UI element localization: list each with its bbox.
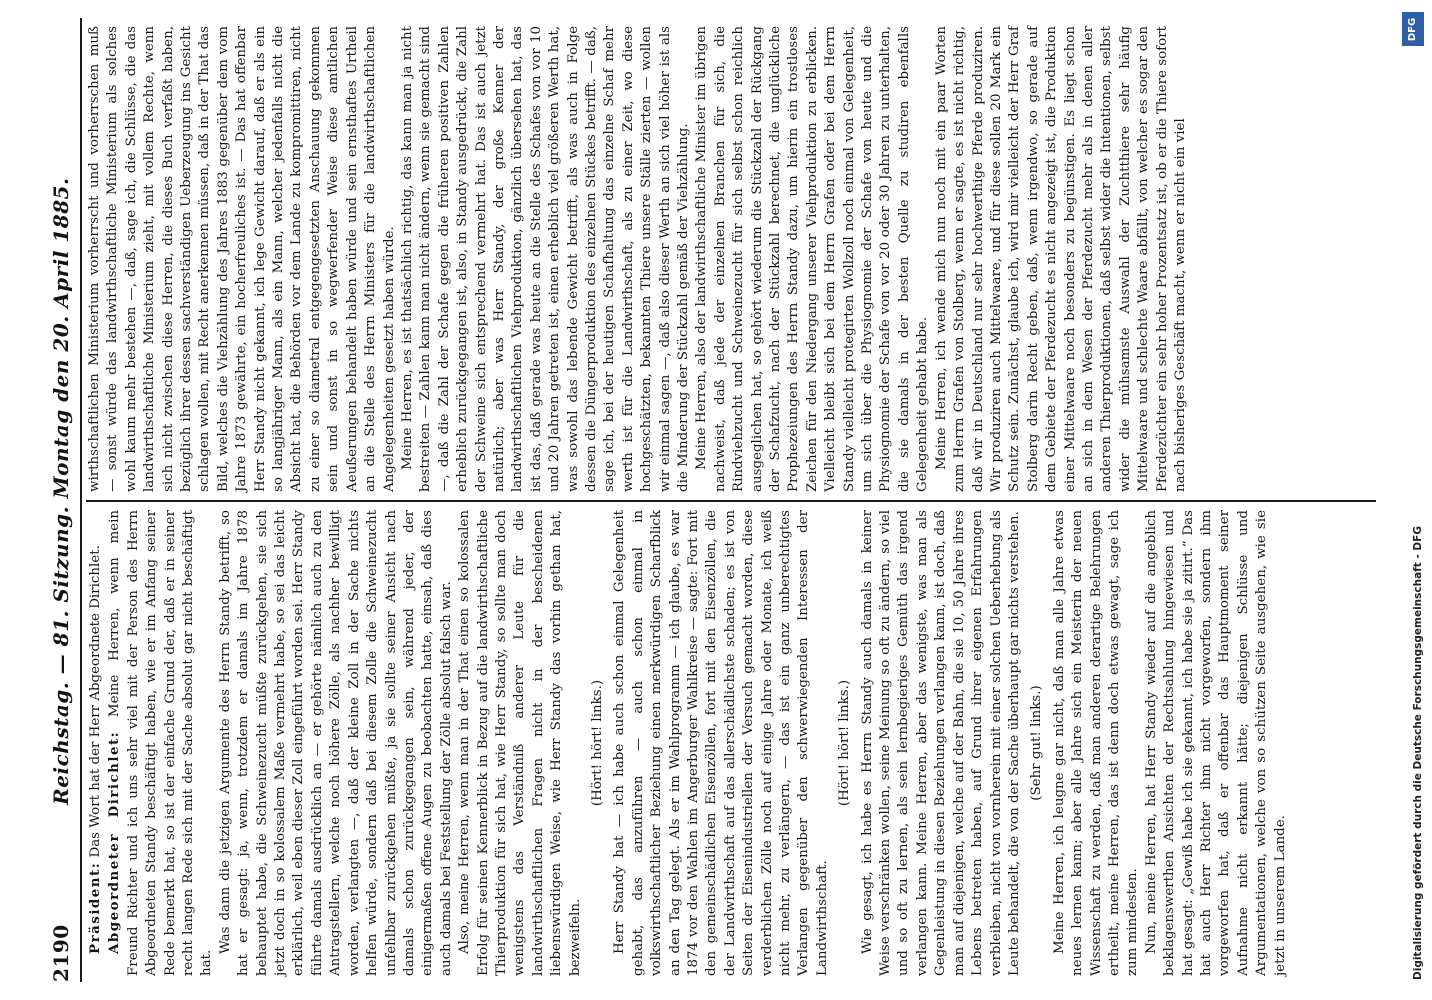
- interjection: (Sehr gut! links.): [1029, 685, 1045, 801]
- paragraph-text: Das Wort hat der Herr Abgeordnete Dirichlet.: [88, 545, 103, 858]
- paragraph: Was dann die jetzigen Argumente des Herrn Standy betrifft, so hat er gesagt: ja, wenn, trotzdem er damals im Jahre 1878 behauptet habe, die Schweinezucht müßte zurückgehen, sie sich jetzt doch in so kolossalem Maße vermehrt habe, so sei das leicht erklärlich, weil eben dieser Zoll eingeführt worden sei. Herr Standy führte damals ausdrücklich an — er gehörte nämlich auch zu den Antragstellern, welche noch höhere Zölle, als nachher bewilligt worden, verlangten —, daß der kleine Zoll in der Sache nichts helfen würde, sondern daß bei diesem Zolle die Schweinezucht unfehlbar zurückgehen müßte, ja sie sollte seiner Ansicht nach damals schon zurückgegangen sein, während jeder, der einigermaßen offene Augen zu beobachten hatte, einsah, daß dies auch damals bei Feststellung der Zölle absolut falsch war.: [217, 510, 454, 976]
- page-header: [46, 18, 76, 982]
- paragraph: Meine Herren, ich leugne gar nicht, daß man alle Jahre etwas neues lernen kann; aber alle Jahre sich ein Meisterin der neuen Wissenschaft zu werden, daß man anderen derartige Belehrungen ertheilt, meine Herren, das ist denn doch etwas gewagt, sage ich zum mindesten.: [1051, 510, 1141, 976]
- header-rule: [80, 18, 82, 982]
- paragraph: Nun, meine Herren, hat Herr Standy wieder auf die angeblich beklagenswerthen Ansichten der Rechtsahlung hingewiesen und hat gesagt: „Gewiß habe ich sie gekannt, ich habe sie ja zitirt.“ Das hat auch Herr Richter ihm nicht vorgeworfen, sondern ihm vorgeworfen hat, daß er offenbar das Hauptmoment seiner Aufnahme nicht erkannt hätte; diejenigen Schlüsse und Argumentationen, welche von so schützen Seite ausgehen, wie sie jetzt in unserem Lande.: [1143, 510, 1288, 976]
- text-columns: [86, 18, 1376, 982]
- interjection: (Hört! hört! links.): [837, 679, 853, 807]
- right-column: [86, 20, 1376, 498]
- digitization-credit: [1386, 10, 1426, 990]
- paragraph: Meine Herren, also der landwirthschaftliche Minister im übrigen nachweist, daß jede der einzelnen Branchen für sich, die Rindviehzucht und Schweinezucht für sich selbst schon reichlich ausgeglichen hat, so gehört wiederum die Stückzahl der Rückgang der Schafzucht, nach der Stückzahl berechnet, die unglückliche Prophezeiungen des Herrn Standy dazu, um hierin ein trostloses Zeichen für den Niedergang unserer Viehproduktion zu erblicken. Vielleicht bleibt sich bei dem Herrn Grafen oder bei dem Herrn Standy vielleicht protegirten Wollzoll noch einmal von Gelegenheit, um sich über die Physiognomie der Schafe von heute und die Physiognomie der Schafe von vor 20 oder 30 Jahren zu unterhalten, die sie damals in der besten Quelle zu studiren ebenfalls Gelegenheit gehabt habe.: [694, 26, 931, 492]
- watermark-text: Digitalisierung gefördert durch die Deutsche Forschungsgemeinschaft - DFG: [1412, 526, 1424, 980]
- dfg-logo: [1402, 12, 1424, 46]
- left-column: [86, 504, 1376, 982]
- paragraph: [105, 510, 216, 976]
- paragraph-text: Meine Herren, wenn mein Freund Richter und ich uns sehr viel mit der Person des Herrn Abgeordneten Standy beschäftigt haben, wie er im Anfang seiner Rede bemerkt hat, so ist der einfache Grund der, daß er in seiner recht langen Rede sich mit der Sache absolut gar nicht beschäftigt hat.: [107, 510, 215, 976]
- dfg-logo-text: DFG: [1407, 17, 1419, 41]
- column-divider: [86, 500, 1376, 502]
- speaker-name: Präsident:: [87, 861, 103, 954]
- paragraph: Also, meine Herren, wenn man in der That einen so kolossalen Erfolg für seinen Kennerblick in Bezug auf die landwirthschaftliche Thierproduktion für sich hat, wie Herr Standy, so sollte man doch wenigstens das Verständniß anderer Leute für die landwirthschaftlichen Fragen nicht in der bescheidenen liebenswürdigen Weise, wie Herr Standy das vorhin gethan hat, bezweifeln.: [457, 510, 583, 976]
- paragraph: Herr Standy hat — ich habe auch schon einmal Gelegenheit gehabt, das anzuführen — auch schon einmal in volkswirthschaftlicher Beziehung einen merkwürdigen Scharfblick an den Tag gelegt. Als er im Wahlprogramm — ich glaube, es war 1874 vor den Wahlen im Angerburger Wahlkreise — sagte: Fort mit den gemeinschädlichen Eisenzöllen, fort mit den Eisenzöllen, die der Landwirthschaft auf das allerschädlichste schaden; es ist von Seiten der Eisenindustriellen der Versuch gemacht worden, diese verderblichen Zölle noch auf einige Jahre oder Monate, ich weiß nicht mehr, zu verlängern, — das ist ein ganz unberechtigtes Verlangen gegenüber den schwerwiegenden Interessen der Landwirthschaft.: [612, 510, 830, 976]
- running-title: Reichstag. — 81. Sitzung. Montag den 20. April 1885.: [49, 177, 73, 805]
- paragraph: [86, 510, 105, 976]
- paragraph: Meine Herren, ich wende mich nun noch mit ein paar Worten zum Herrn Grafen von Stolberg, wenn er sagte, es ist nicht richtig, daß wir in Deutschland nur sehr hochwerthige Pferde produziren. Wir produziren auch Mittelwaare, und für diese sollen 20 Mark ein Schutz sein. Zunächst, glaube ich, wird mir vielleicht der Herr Graf Stolberg darin Recht geben, daß, wenn irgendwo, so gerade auf dem Gebiete der Pferdezucht es nicht angezeigt ist, die Produktion einer Mittelwaare noch besonders zu begünstigen. Es liegt schon an sich in dem Wesen der Pferdezucht mehr als in denen aller anderen Thierproduktionen, daß selbst wider die Intentionen, selbst wider die mühsamste Auswahl der Zuchtthiere sehr häufig Mittelwaare und schlechte Waare abfällt, von welcher es sogar den Pferdezüchter ein sehr hoher Prozentsatz ist, ob er die Thiere sofort nach bisheriges Geschäft macht, wenn er nicht ein viel: [933, 26, 1188, 492]
- interjection: (Hört! hört! links.): [589, 679, 605, 807]
- paragraph: Meine Herren, es ist thatsächlich richtig, das kann man ja nicht bestreiten — Zahlen kann man nicht ändern, wenn sie gemacht sind —, daß die Zahl der Schafe gegen die früheren positiven Zahlen erheblich zurückgegangen ist, also, in Standy ausgedrückt, die Zahl der Schweine sich entsprechend vermehrt hat. Das ist auch jetzt natürlich; aber was Herr Standy, der große Kenner der landwirthschaftlichen Viehproduktion, gänzlich übersehen hat, das ist das, daß gerade was heute an die Stelle des Schafes von vor 10 und 20 Jahren getreten ist, einen erheblich viel größeren Werth hat, was sowohl das lebende Gewicht betrifft, als was auch in Folge dessen die Düngerproduktion des einzelnen Stückes betrifft. — daß, sage ich, bei der heutigen Schafhaltung das einzelne Schaf mehr werth ist für die Landwirthschaft, als zu einer Zeit, wo diese hochgeschätzten, bekannten Thiere unsere Ställe zierten — wollen wir einmal sagen —, daß also dieser Werth an sich viel höher ist als die Minderung der Stückzahl gemäß der Viehzählung.: [399, 26, 691, 492]
- paragraph: Wie gesagt, ich habe es Herrn Standy auch damals in keiner Weise verschränken wollen, seine Meinung so oft zu ändern, so viel und so oft zu lernen, als sein lernbegieriges Gemüth das irgend verlangen kann. Meine Herren, aber das wenigste, was man als Gegenleistung in diesen Beziehungen verlangen kann, ist doch, daß man auf diejenigen, welche auf der Bahn, die sie 10, 50 Jahre ihres Lebens betreten haben, auf Grund ihrer eigenen Erfahrungen verbleiben, nicht von vornherein mit einer solchen Ueberhebung als Leute behandelt, die von der Sache überhaupt gar nichts verstehen.: [859, 510, 1022, 976]
- rotated-document-page: [44, 12, 1384, 988]
- speaker-name: Abgeordneter Dirichlet:: [106, 730, 123, 954]
- page-number: 2190: [49, 924, 73, 982]
- paragraph: wirthschaftlichen Ministerium vorherrscht und vorherrschen muß — sonst würde das landwirthschaftliche Ministerium als solches wohl kaum mehr bestehen —, daß, sage ich, die Schlüsse, die das landwirthschaftliche Ministerium zieht, mit vollem Rechte, wenn sich nicht zwischen diese Herren, die dieses Buch verfaßt haben, bezüglich ihrer dessen sachverständigen Ueberzeugung ins Gesicht schlagen wollen, mit Recht anerkennen müssen, daß in der That das Bild, welches die Viehzählung des Jahres 1883 gegenüber dem vom Jahre 1873 gewährte, ein hocherfreuliches ist. — Das hat offenbar Herr Standy nicht gekannt, ich lege Gewicht darauf, daß er als ein so langjähriger Mann, als ein Mann, welcher jedenfalls nicht die Absicht hat, die Behörden vor dem Lande zu kompromittiren, nicht zu einer so diametral entgegengesetzten Anschauung gekommen sein und sonst in so wegwerfender Weise diese amtlichen Aeußerungen behandelt haben würde und sein ernsthaftes Urtheil an die Stelle des Herrn Ministers für die landwirthschaftlichen Angelegenheiten gesetzt haben würde.: [87, 25, 397, 492]
